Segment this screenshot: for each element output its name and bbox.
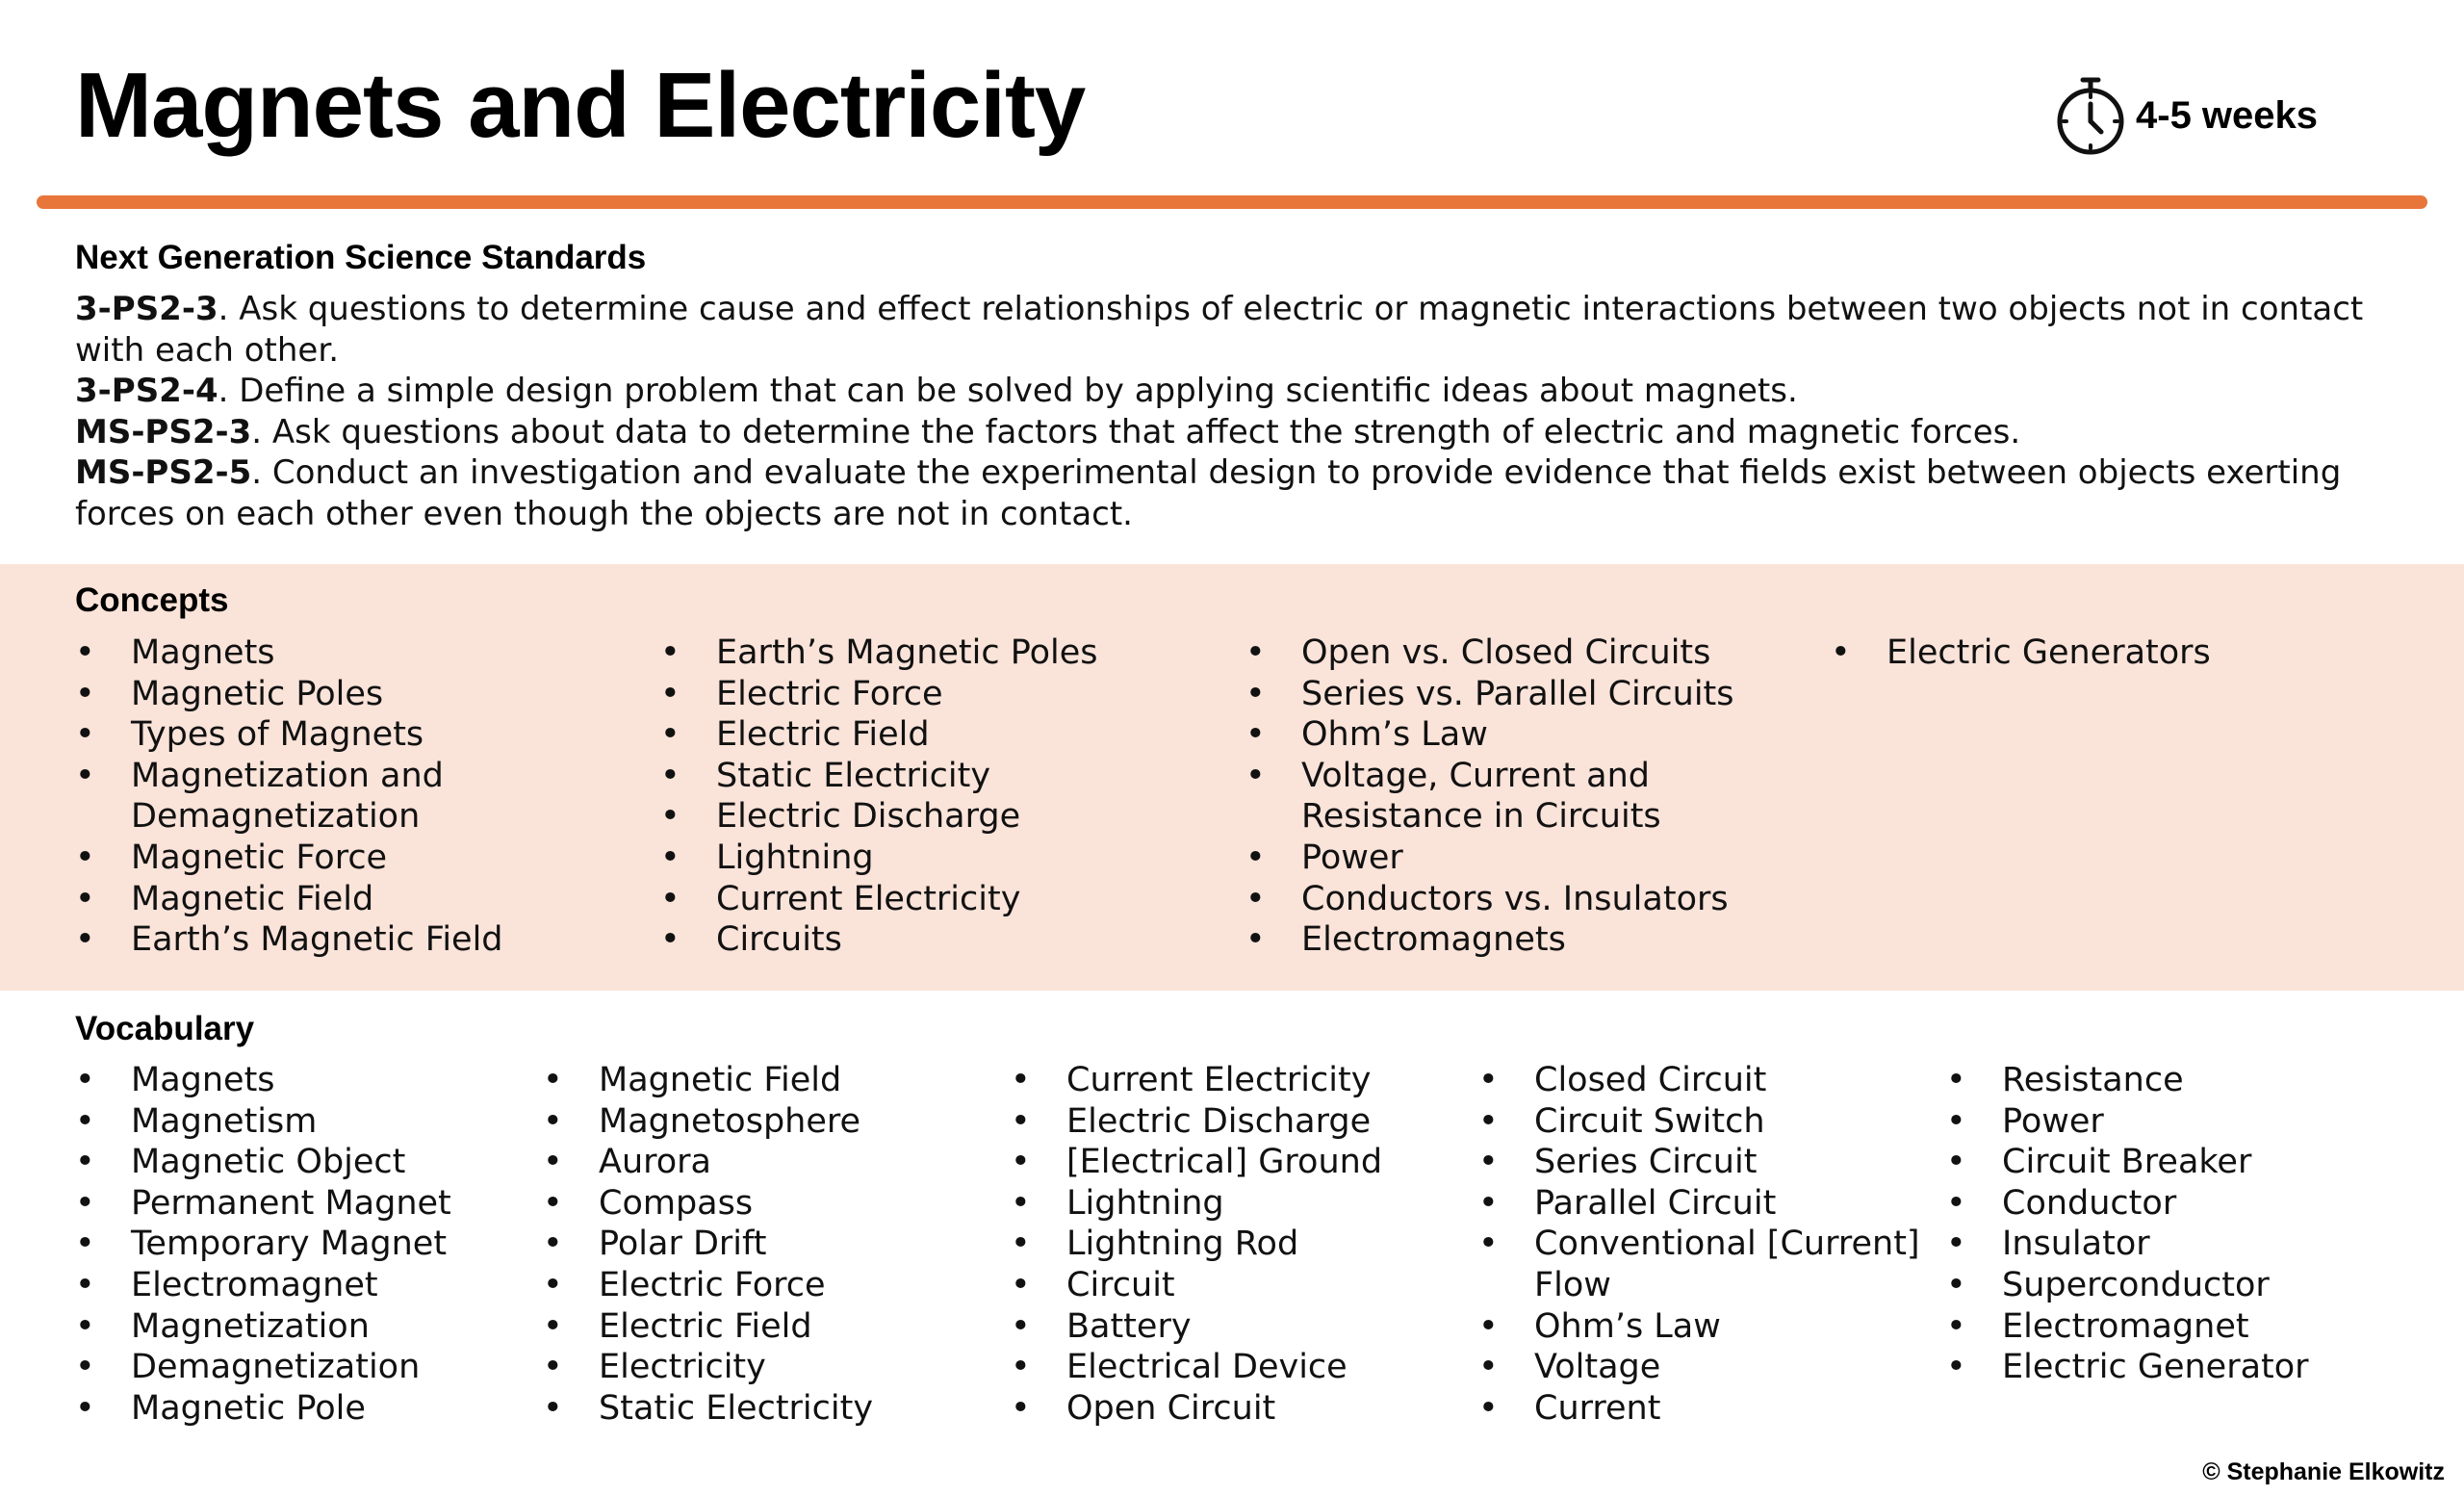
standard-item — [75, 371, 2404, 412]
concept-item: • Magnetization and Demagnetization — [75, 756, 614, 838]
vocabulary-item: • Electric Force — [543, 1265, 995, 1306]
standard-item — [75, 412, 2404, 453]
vocabulary-item: • Demagnetization — [75, 1347, 527, 1388]
vocabulary-item: • Aurora — [543, 1142, 995, 1183]
standard-code: 3-PS2-3 — [75, 290, 218, 328]
standard-code: MS-PS2-3 — [75, 412, 252, 451]
vocabulary-item: • Circuit — [1011, 1265, 1463, 1306]
concept-item: • Current Electricity — [660, 879, 1199, 920]
concept-item: • Electromagnets — [1245, 919, 1746, 961]
vocabulary-item: • Permanent Magnet — [75, 1183, 527, 1225]
vocabulary-item: • Ohm’s Law — [1478, 1306, 1937, 1348]
standard-code: MS-PS2-5 — [75, 453, 252, 493]
concepts-column — [1245, 632, 1746, 961]
vocabulary-item: • Polar Drift — [543, 1224, 995, 1265]
vocabulary-item: • Magnetic Field — [543, 1060, 995, 1101]
vocabulary-item: • Parallel Circuit — [1478, 1183, 1937, 1225]
concept-item: • Earth’s Magnetic Field — [75, 919, 614, 961]
vocabulary-column — [75, 1060, 527, 1429]
standard-code: 3-PS2-4 — [75, 372, 218, 411]
standards-heading: Next Generation Science Standards — [75, 239, 647, 276]
duration-badge — [2055, 75, 2318, 156]
concept-item: • Electric Generators — [1831, 632, 2370, 674]
header-divider — [37, 195, 2427, 209]
page-title: Magnets and Electricity — [75, 54, 1086, 157]
standard-text: . Conduct an investigation and evaluate the experimental design to provide evidence that fields exist between objects exerting forces on each other even though the objects are not in contact. — [75, 453, 2342, 533]
vocabulary-item: • Conventional [Current] Flow — [1478, 1224, 1937, 1305]
standard-item — [75, 452, 2404, 534]
concept-item: • Electric Force — [660, 674, 1199, 715]
concepts-heading: Concepts — [75, 581, 229, 619]
vocabulary-item: • Magnetic Object — [75, 1142, 527, 1183]
vocabulary-item: • Series Circuit — [1478, 1142, 1937, 1183]
concept-item: • Power — [1245, 838, 1746, 879]
vocabulary-item: • Superconductor — [1946, 1265, 2418, 1306]
concept-item: • Electric Discharge — [660, 796, 1199, 838]
standards-list — [75, 289, 2404, 535]
concepts-column — [1831, 632, 2370, 674]
vocabulary-item: • [Electrical] Ground — [1011, 1142, 1463, 1183]
concept-item: • Magnetic Poles — [75, 674, 614, 715]
vocabulary-item: • Lightning — [1011, 1183, 1463, 1225]
vocabulary-item: • Electromagnet — [75, 1265, 527, 1306]
concept-item: • Lightning — [660, 838, 1199, 879]
vocabulary-item: • Circuit Switch — [1478, 1101, 1937, 1143]
vocabulary-item: • Electromagnet — [1946, 1306, 2418, 1348]
standard-text: . Ask questions about data to determine the factors that affect the strength of electric and magnetic forces. — [251, 412, 2021, 451]
vocabulary-item: • Insulator — [1946, 1224, 2418, 1265]
vocabulary-item: • Static Electricity — [543, 1388, 995, 1430]
vocabulary-column — [1946, 1060, 2418, 1388]
vocabulary-item: • Magnetic Pole — [75, 1388, 527, 1430]
vocabulary-item: • Magnetization — [75, 1306, 527, 1348]
vocabulary-column — [1478, 1060, 1937, 1429]
duration-label: 4-5 weeks — [2136, 93, 2319, 137]
concept-item: • Open vs. Closed Circuits — [1245, 632, 1746, 674]
concept-item: • Voltage, Current and Resistance in Circuits — [1245, 756, 1746, 838]
vocabulary-item: • Magnetosphere — [543, 1101, 995, 1143]
vocabulary-heading: Vocabulary — [75, 1010, 255, 1047]
vocabulary-column — [1011, 1060, 1463, 1429]
vocabulary-item: • Compass — [543, 1183, 995, 1225]
concept-item: • Magnets — [75, 632, 614, 674]
vocabulary-item: • Electric Field — [543, 1306, 995, 1348]
concept-item: • Series vs. Parallel Circuits — [1245, 674, 1746, 715]
vocabulary-item: • Electrical Device — [1011, 1347, 1463, 1388]
concept-item: • Magnetic Force — [75, 838, 614, 879]
standard-text: . Ask questions to determine cause and effect relationships of electric or magnetic interactions between two objects not in contact with each other. — [75, 290, 2364, 370]
concept-item: • Static Electricity — [660, 756, 1199, 797]
vocabulary-item: • Lightning Rod — [1011, 1224, 1463, 1265]
vocabulary-item: • Resistance — [1946, 1060, 2418, 1101]
concept-item: • Magnetic Field — [75, 879, 614, 920]
vocabulary-item: • Electricity — [543, 1347, 995, 1388]
vocabulary-item: • Power — [1946, 1101, 2418, 1143]
concept-item: • Earth’s Magnetic Poles — [660, 632, 1199, 674]
vocabulary-item: • Temporary Magnet — [75, 1224, 527, 1265]
vocabulary-item: • Electric Generator — [1946, 1347, 2418, 1388]
concept-item: • Types of Magnets — [75, 714, 614, 756]
concept-item: • Electric Field — [660, 714, 1199, 756]
vocabulary-item: • Current Electricity — [1011, 1060, 1463, 1101]
vocabulary-item: • Voltage — [1478, 1347, 1937, 1388]
vocabulary-item: • Magnets — [75, 1060, 527, 1101]
concept-item: • Ohm’s Law — [1245, 714, 1746, 756]
vocabulary-item: • Current — [1478, 1388, 1937, 1430]
vocabulary-item: • Electric Discharge — [1011, 1101, 1463, 1143]
vocabulary-item: • Closed Circuit — [1478, 1060, 1937, 1101]
concepts-column — [660, 632, 1199, 961]
vocabulary-column — [543, 1060, 995, 1429]
vocabulary-item: • Magnetism — [75, 1101, 527, 1143]
concept-item: • Circuits — [660, 919, 1199, 961]
copyright-notice: © Stephanie Elkowitz — [2202, 1458, 2445, 1485]
standard-item — [75, 289, 2404, 371]
vocabulary-item: • Conductor — [1946, 1183, 2418, 1225]
concept-item: • Conductors vs. Insulators — [1245, 879, 1746, 920]
vocabulary-item: • Circuit Breaker — [1946, 1142, 2418, 1183]
vocabulary-item: • Battery — [1011, 1306, 1463, 1348]
vocabulary-item: • Open Circuit — [1011, 1388, 1463, 1430]
concepts-column — [75, 632, 614, 961]
stopwatch-icon — [2055, 75, 2126, 156]
standard-text: . Define a simple design problem that can be solved by applying scientific ideas about magnets. — [218, 372, 1798, 411]
